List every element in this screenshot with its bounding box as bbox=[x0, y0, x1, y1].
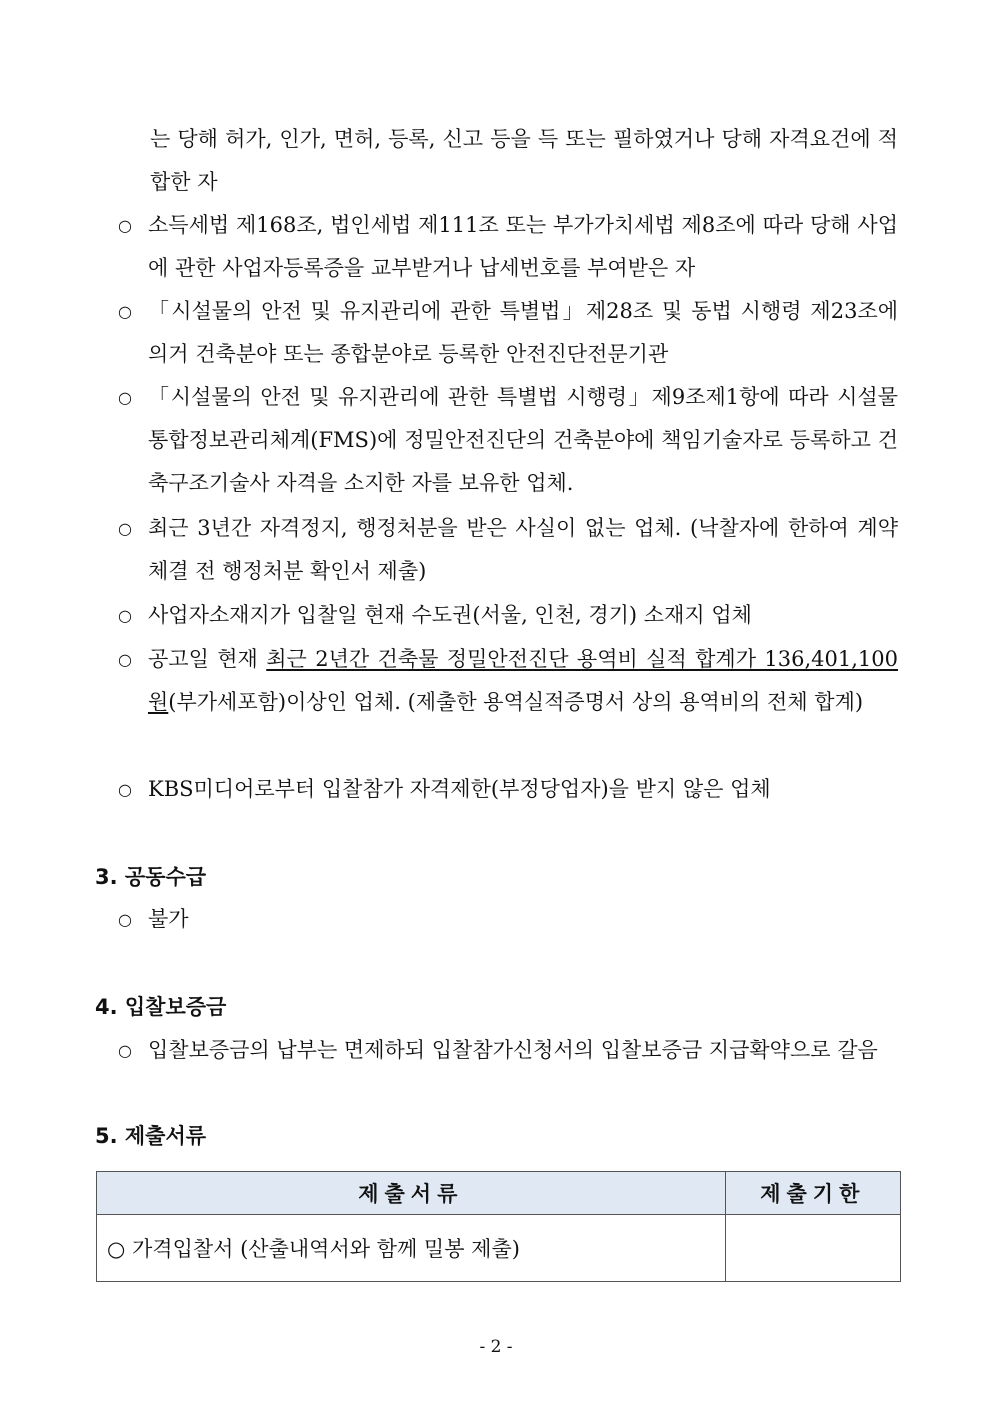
qualification-item-text: 최근 3년간 자격정지, 행정처분을 받은 사실이 없는 업체. (낙찰자에 한하여 계약체결 전 행정처분 확인서 제출) bbox=[148, 516, 898, 583]
qualification-item-text: 「시설물의 안전 및 유지관리에 관한 특별법 시행령」제9조제1항에 따라 시설물통합정보관리체계(FMS)에 정밀안전진단의 건축분야에 책임기술자로 등록하고 건축구조기술사 자격을 소지한 자를 보유한 업체. bbox=[148, 385, 898, 495]
qualification-item bbox=[118, 768, 898, 811]
performance-prefix: 공고일 현재 bbox=[148, 647, 267, 671]
qualification-item-text: KBS미디어로부터 입찰참가 자격제한(부정당업자)을 받지 않은 업체 bbox=[148, 777, 771, 801]
table-row bbox=[97, 1215, 901, 1282]
qualification-item-text: 소득세법 제168조, 법인세법 제111조 또는 부가가치세법 제8조에 따라 당해 사업에 관한 사업자등록증을 교부받거나 납세번호를 부여받은 자 bbox=[148, 213, 898, 280]
bullet-circle: ○ bbox=[118, 1041, 132, 1060]
qualification-item bbox=[118, 507, 898, 593]
bullet-circle: ○ bbox=[118, 216, 132, 235]
qualification-item bbox=[118, 594, 898, 637]
performance-suffix: (부가세포함)이상인 업체. (제출한 용역실적증명서 상의 용역비의 전체 합계) bbox=[168, 690, 864, 714]
qualification-item bbox=[118, 204, 898, 290]
qualification-item-performance bbox=[118, 638, 898, 724]
section-heading-joint-supply: 3. 공동수급 bbox=[95, 865, 207, 889]
bullet-circle: ○ bbox=[118, 519, 132, 538]
page-number: - 2 - bbox=[479, 1337, 513, 1357]
qualification-item-text bbox=[148, 638, 898, 724]
section-heading-documents: 5. 제출서류 bbox=[95, 1124, 207, 1148]
bullet-circle: ○ bbox=[118, 780, 132, 799]
qualification-item bbox=[118, 290, 898, 376]
qualification-item-text: 「시설물의 안전 및 유지관리에 관한 특별법」제28조 및 동법 시행령 제23조에 의거 건축분야 또는 종합분야로 등록한 안전진단전문기관 bbox=[148, 299, 898, 366]
section4-item-text: 입찰보증금의 납부는 면제하되 입찰참가신청서의 입찰보증금 지급확약으로 갈음 bbox=[148, 1038, 878, 1062]
bullet-circle: ○ bbox=[118, 606, 132, 625]
bullet-circle: ○ bbox=[118, 302, 132, 321]
table-header-deadline: 제출기한 bbox=[725, 1172, 900, 1215]
table-cell-document: ○ 가격입찰서 (산출내역서와 함께 밀봉 제출) bbox=[97, 1215, 726, 1282]
bullet-circle: ○ bbox=[118, 910, 132, 929]
qualification-item-text: 사업자소재지가 입찰일 현재 수도권(서울, 인천, 경기) 소재지 업체 bbox=[148, 603, 752, 627]
qualification-continuation: 는 당해 허가, 인가, 면허, 등록, 신고 등을 득 또는 필하였거나 당해 자격요건에 적합한 자 bbox=[150, 127, 898, 194]
section3-item-text: 불가 bbox=[148, 907, 189, 931]
qualification-item bbox=[118, 376, 898, 505]
table-header-row bbox=[97, 1172, 901, 1215]
section4-item bbox=[118, 1029, 898, 1072]
documents-table bbox=[96, 1171, 901, 1282]
bullet-circle: ○ bbox=[118, 650, 132, 669]
bullet-circle: ○ bbox=[118, 388, 132, 407]
performance-requirement-underlined: 최근 2년간 건축물 정밀안전진단 용역비 실적 합계가 136,401,100원 bbox=[148, 647, 898, 714]
section3-item bbox=[118, 898, 898, 941]
section-heading-bid-deposit: 4. 입찰보증금 bbox=[95, 995, 227, 1019]
table-cell-deadline bbox=[725, 1215, 900, 1282]
table-header-documents: 제출서류 bbox=[97, 1172, 726, 1215]
